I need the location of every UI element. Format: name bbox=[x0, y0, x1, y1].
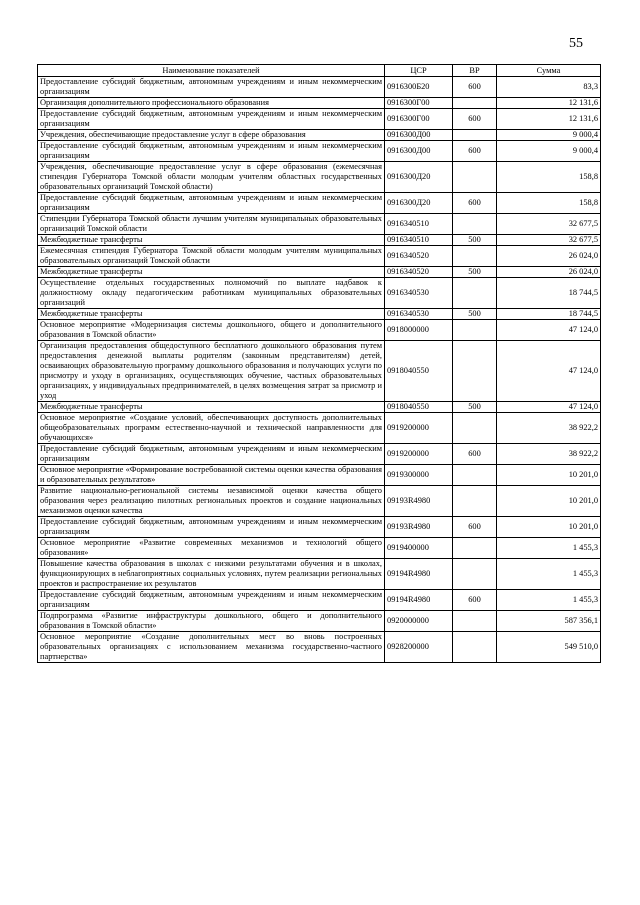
row-vr: 500 bbox=[453, 402, 497, 413]
table-row bbox=[38, 538, 601, 559]
row-csr: 0916340510 bbox=[385, 235, 453, 246]
row-vr bbox=[453, 559, 497, 590]
row-sum: 158,8 bbox=[497, 162, 601, 193]
row-name: Основное мероприятие «Модернизация системы дошкольного, общего и дополнительного образования в Томской области» bbox=[38, 320, 385, 341]
table-row bbox=[38, 162, 601, 193]
table-row bbox=[38, 141, 601, 162]
row-sum: 1 455,3 bbox=[497, 590, 601, 611]
row-name: Учреждения, обеспечивающие предоставление услуг в сфере образования (ежемесячная стипендия Губернатора Томской области молодым учителям областных государственных образовательных организаций Томской области) bbox=[38, 162, 385, 193]
row-sum: 1 455,3 bbox=[497, 559, 601, 590]
row-sum: 47 124,0 bbox=[497, 320, 601, 341]
row-csr: 0916340520 bbox=[385, 267, 453, 278]
row-csr: 0916300Б20 bbox=[385, 77, 453, 98]
page-number: 55 bbox=[569, 36, 583, 51]
row-name: Организация предоставления общедоступного бесплатного дошкольного образования путем предоставления денежной выплаты родителям (законным представителям) детей, осваивающих образовательную программу дошкольного образования и получающих услуги по присмотру и уходу в организациях, осуществляющих обучение, частных образовательных организациях, у индивидуальных предпринимателей, в целях возмещения затрат за присмотр и уход bbox=[38, 341, 385, 402]
row-sum: 38 922,2 bbox=[497, 444, 601, 465]
row-name: Учреждения, обеспечивающие предоставление услуг в сфере образования bbox=[38, 130, 385, 141]
row-sum: 47 124,0 bbox=[497, 341, 601, 402]
header-name: Наименование показателей bbox=[38, 65, 385, 77]
row-sum: 32 677,5 bbox=[497, 235, 601, 246]
row-vr bbox=[453, 341, 497, 402]
row-vr bbox=[453, 465, 497, 486]
row-vr bbox=[453, 278, 497, 309]
table-row bbox=[38, 611, 601, 632]
row-sum: 38 922,2 bbox=[497, 413, 601, 444]
row-sum: 9 000,4 bbox=[497, 130, 601, 141]
row-sum: 549 510,0 bbox=[497, 632, 601, 663]
header-sum: Сумма bbox=[497, 65, 601, 77]
row-vr bbox=[453, 246, 497, 267]
row-name: Организация дополнительного профессионального образования bbox=[38, 98, 385, 109]
table-row bbox=[38, 517, 601, 538]
row-csr: 0919200000 bbox=[385, 444, 453, 465]
table-row bbox=[38, 246, 601, 267]
table-row bbox=[38, 214, 601, 235]
row-csr: 0918040550 bbox=[385, 402, 453, 413]
row-name: Предоставление субсидий бюджетным, автономным учреждениям и иным некоммерческим организациям bbox=[38, 141, 385, 162]
row-csr: 09193R4980 bbox=[385, 517, 453, 538]
row-vr: 500 bbox=[453, 267, 497, 278]
table-row bbox=[38, 309, 601, 320]
row-csr: 0920000000 bbox=[385, 611, 453, 632]
header-vr: ВР bbox=[453, 65, 497, 77]
row-csr: 0916300Д20 bbox=[385, 162, 453, 193]
row-sum: 10 201,0 bbox=[497, 486, 601, 517]
row-csr: 0918040550 bbox=[385, 341, 453, 402]
row-csr: 0919200000 bbox=[385, 413, 453, 444]
table-row bbox=[38, 193, 601, 214]
table-row bbox=[38, 77, 601, 98]
row-sum: 47 124,0 bbox=[497, 402, 601, 413]
row-csr: 0928200000 bbox=[385, 632, 453, 663]
table-header-row bbox=[38, 65, 601, 77]
row-sum: 12 131,6 bbox=[497, 98, 601, 109]
row-vr bbox=[453, 130, 497, 141]
row-vr: 600 bbox=[453, 141, 497, 162]
row-vr: 600 bbox=[453, 444, 497, 465]
row-sum: 26 024,0 bbox=[497, 267, 601, 278]
table-row bbox=[38, 109, 601, 130]
row-csr: 09194R4980 bbox=[385, 559, 453, 590]
row-name: Межбюджетные трансферты bbox=[38, 402, 385, 413]
row-vr bbox=[453, 611, 497, 632]
table-row bbox=[38, 559, 601, 590]
table-row bbox=[38, 278, 601, 309]
row-sum: 32 677,5 bbox=[497, 214, 601, 235]
row-name: Развитие национально-региональной системы независимой оценки качества общего образования через реализацию пилотных региональных проектов и создание национальных механизмов оценки качества bbox=[38, 486, 385, 517]
row-name: Предоставление субсидий бюджетным, автономным учреждениям и иным некоммерческим организациям bbox=[38, 517, 385, 538]
row-csr: 0916340530 bbox=[385, 309, 453, 320]
row-vr: 600 bbox=[453, 193, 497, 214]
table-row bbox=[38, 235, 601, 246]
table-row bbox=[38, 402, 601, 413]
row-sum: 18 744,5 bbox=[497, 309, 601, 320]
row-vr: 500 bbox=[453, 309, 497, 320]
row-vr bbox=[453, 320, 497, 341]
row-vr: 600 bbox=[453, 77, 497, 98]
row-csr: 09193R4980 bbox=[385, 486, 453, 517]
row-sum: 10 201,0 bbox=[497, 517, 601, 538]
table-row bbox=[38, 590, 601, 611]
row-name: Предоставление субсидий бюджетным, автономным учреждениям и иным некоммерческим организациям bbox=[38, 109, 385, 130]
row-vr bbox=[453, 214, 497, 235]
row-name: Предоставление субсидий бюджетным, автономным учреждениям и иным некоммерческим организациям bbox=[38, 444, 385, 465]
row-name: Повышение качества образования в школах с низкими результатами обучения и в школах, функционирующих в неблагоприятных социальных условиях, путем реализации региональных проектов и распространение их результатов bbox=[38, 559, 385, 590]
row-csr: 0916340530 bbox=[385, 278, 453, 309]
row-vr bbox=[453, 413, 497, 444]
row-csr: 0916300Г00 bbox=[385, 109, 453, 130]
row-vr bbox=[453, 486, 497, 517]
row-name: Подпрограмма «Развитие инфраструктуры дошкольного, общего и дополнительного образования в Томской области» bbox=[38, 611, 385, 632]
row-csr: 0916300Д20 bbox=[385, 193, 453, 214]
table-row bbox=[38, 320, 601, 341]
row-name: Предоставление субсидий бюджетным, автономным учреждениям и иным некоммерческим организациям bbox=[38, 77, 385, 98]
row-csr: 0916300Г00 bbox=[385, 98, 453, 109]
table-row bbox=[38, 632, 601, 663]
row-csr: 0916300Д00 bbox=[385, 141, 453, 162]
row-sum: 12 131,6 bbox=[497, 109, 601, 130]
row-sum: 1 455,3 bbox=[497, 538, 601, 559]
table-row bbox=[38, 486, 601, 517]
row-name: Межбюджетные трансферты bbox=[38, 309, 385, 320]
row-name: Предоставление субсидий бюджетным, автономным учреждениям и иным некоммерческим организациям bbox=[38, 193, 385, 214]
row-vr bbox=[453, 538, 497, 559]
row-name: Ежемесячная стипендия Губернатора Томской области молодым учителям муниципальных образовательных организаций Томской области bbox=[38, 246, 385, 267]
row-name: Основное мероприятие «Развитие современных механизмов и технологий общего образования» bbox=[38, 538, 385, 559]
table-body bbox=[38, 77, 601, 663]
row-vr bbox=[453, 162, 497, 193]
row-sum: 83,3 bbox=[497, 77, 601, 98]
row-vr bbox=[453, 98, 497, 109]
row-csr: 09194R4980 bbox=[385, 590, 453, 611]
table-row bbox=[38, 444, 601, 465]
row-vr: 600 bbox=[453, 590, 497, 611]
table-row bbox=[38, 341, 601, 402]
row-vr: 600 bbox=[453, 517, 497, 538]
row-sum: 158,8 bbox=[497, 193, 601, 214]
row-sum: 26 024,0 bbox=[497, 246, 601, 267]
budget-table bbox=[37, 64, 601, 663]
row-csr: 0916340510 bbox=[385, 214, 453, 235]
row-name: Межбюджетные трансферты bbox=[38, 235, 385, 246]
row-name: Основное мероприятие «Формирование востребованной системы оценки качества образования и образовательных результатов» bbox=[38, 465, 385, 486]
row-name: Основное мероприятие «Создание условий, обеспечивающих доступность дополнительных общеобразовательных программ естественно-научной и технической направленности для обучающихся» bbox=[38, 413, 385, 444]
row-sum: 9 000,4 bbox=[497, 141, 601, 162]
row-csr: 0918000000 bbox=[385, 320, 453, 341]
row-sum: 587 356,1 bbox=[497, 611, 601, 632]
row-sum: 18 744,5 bbox=[497, 278, 601, 309]
table-row bbox=[38, 413, 601, 444]
row-name: Осуществление отдельных государственных полномочий по выплате надбавок к должностному окладу педагогическим работникам муниципальных образовательных организаций bbox=[38, 278, 385, 309]
row-vr: 600 bbox=[453, 109, 497, 130]
header-csr: ЦСР bbox=[385, 65, 453, 77]
row-name: Основное мероприятие «Создание дополнительных мест во вновь построенных образовательных организациях с использованием механизма государственно-частного партнерства» bbox=[38, 632, 385, 663]
row-csr: 0919400000 bbox=[385, 538, 453, 559]
row-name: Предоставление субсидий бюджетным, автономным учреждениям и иным некоммерческим организациям bbox=[38, 590, 385, 611]
table-row bbox=[38, 130, 601, 141]
table-row bbox=[38, 465, 601, 486]
row-vr bbox=[453, 632, 497, 663]
row-csr: 0919300000 bbox=[385, 465, 453, 486]
row-vr: 500 bbox=[453, 235, 497, 246]
row-csr: 0916340520 bbox=[385, 246, 453, 267]
row-name: Стипендии Губернатора Томской области лучшим учителям муниципальных образовательных организаций Томской области bbox=[38, 214, 385, 235]
row-sum: 10 201,0 bbox=[497, 465, 601, 486]
row-csr: 0916300Д00 bbox=[385, 130, 453, 141]
table-row bbox=[38, 267, 601, 278]
table-row bbox=[38, 98, 601, 109]
row-name: Межбюджетные трансферты bbox=[38, 267, 385, 278]
